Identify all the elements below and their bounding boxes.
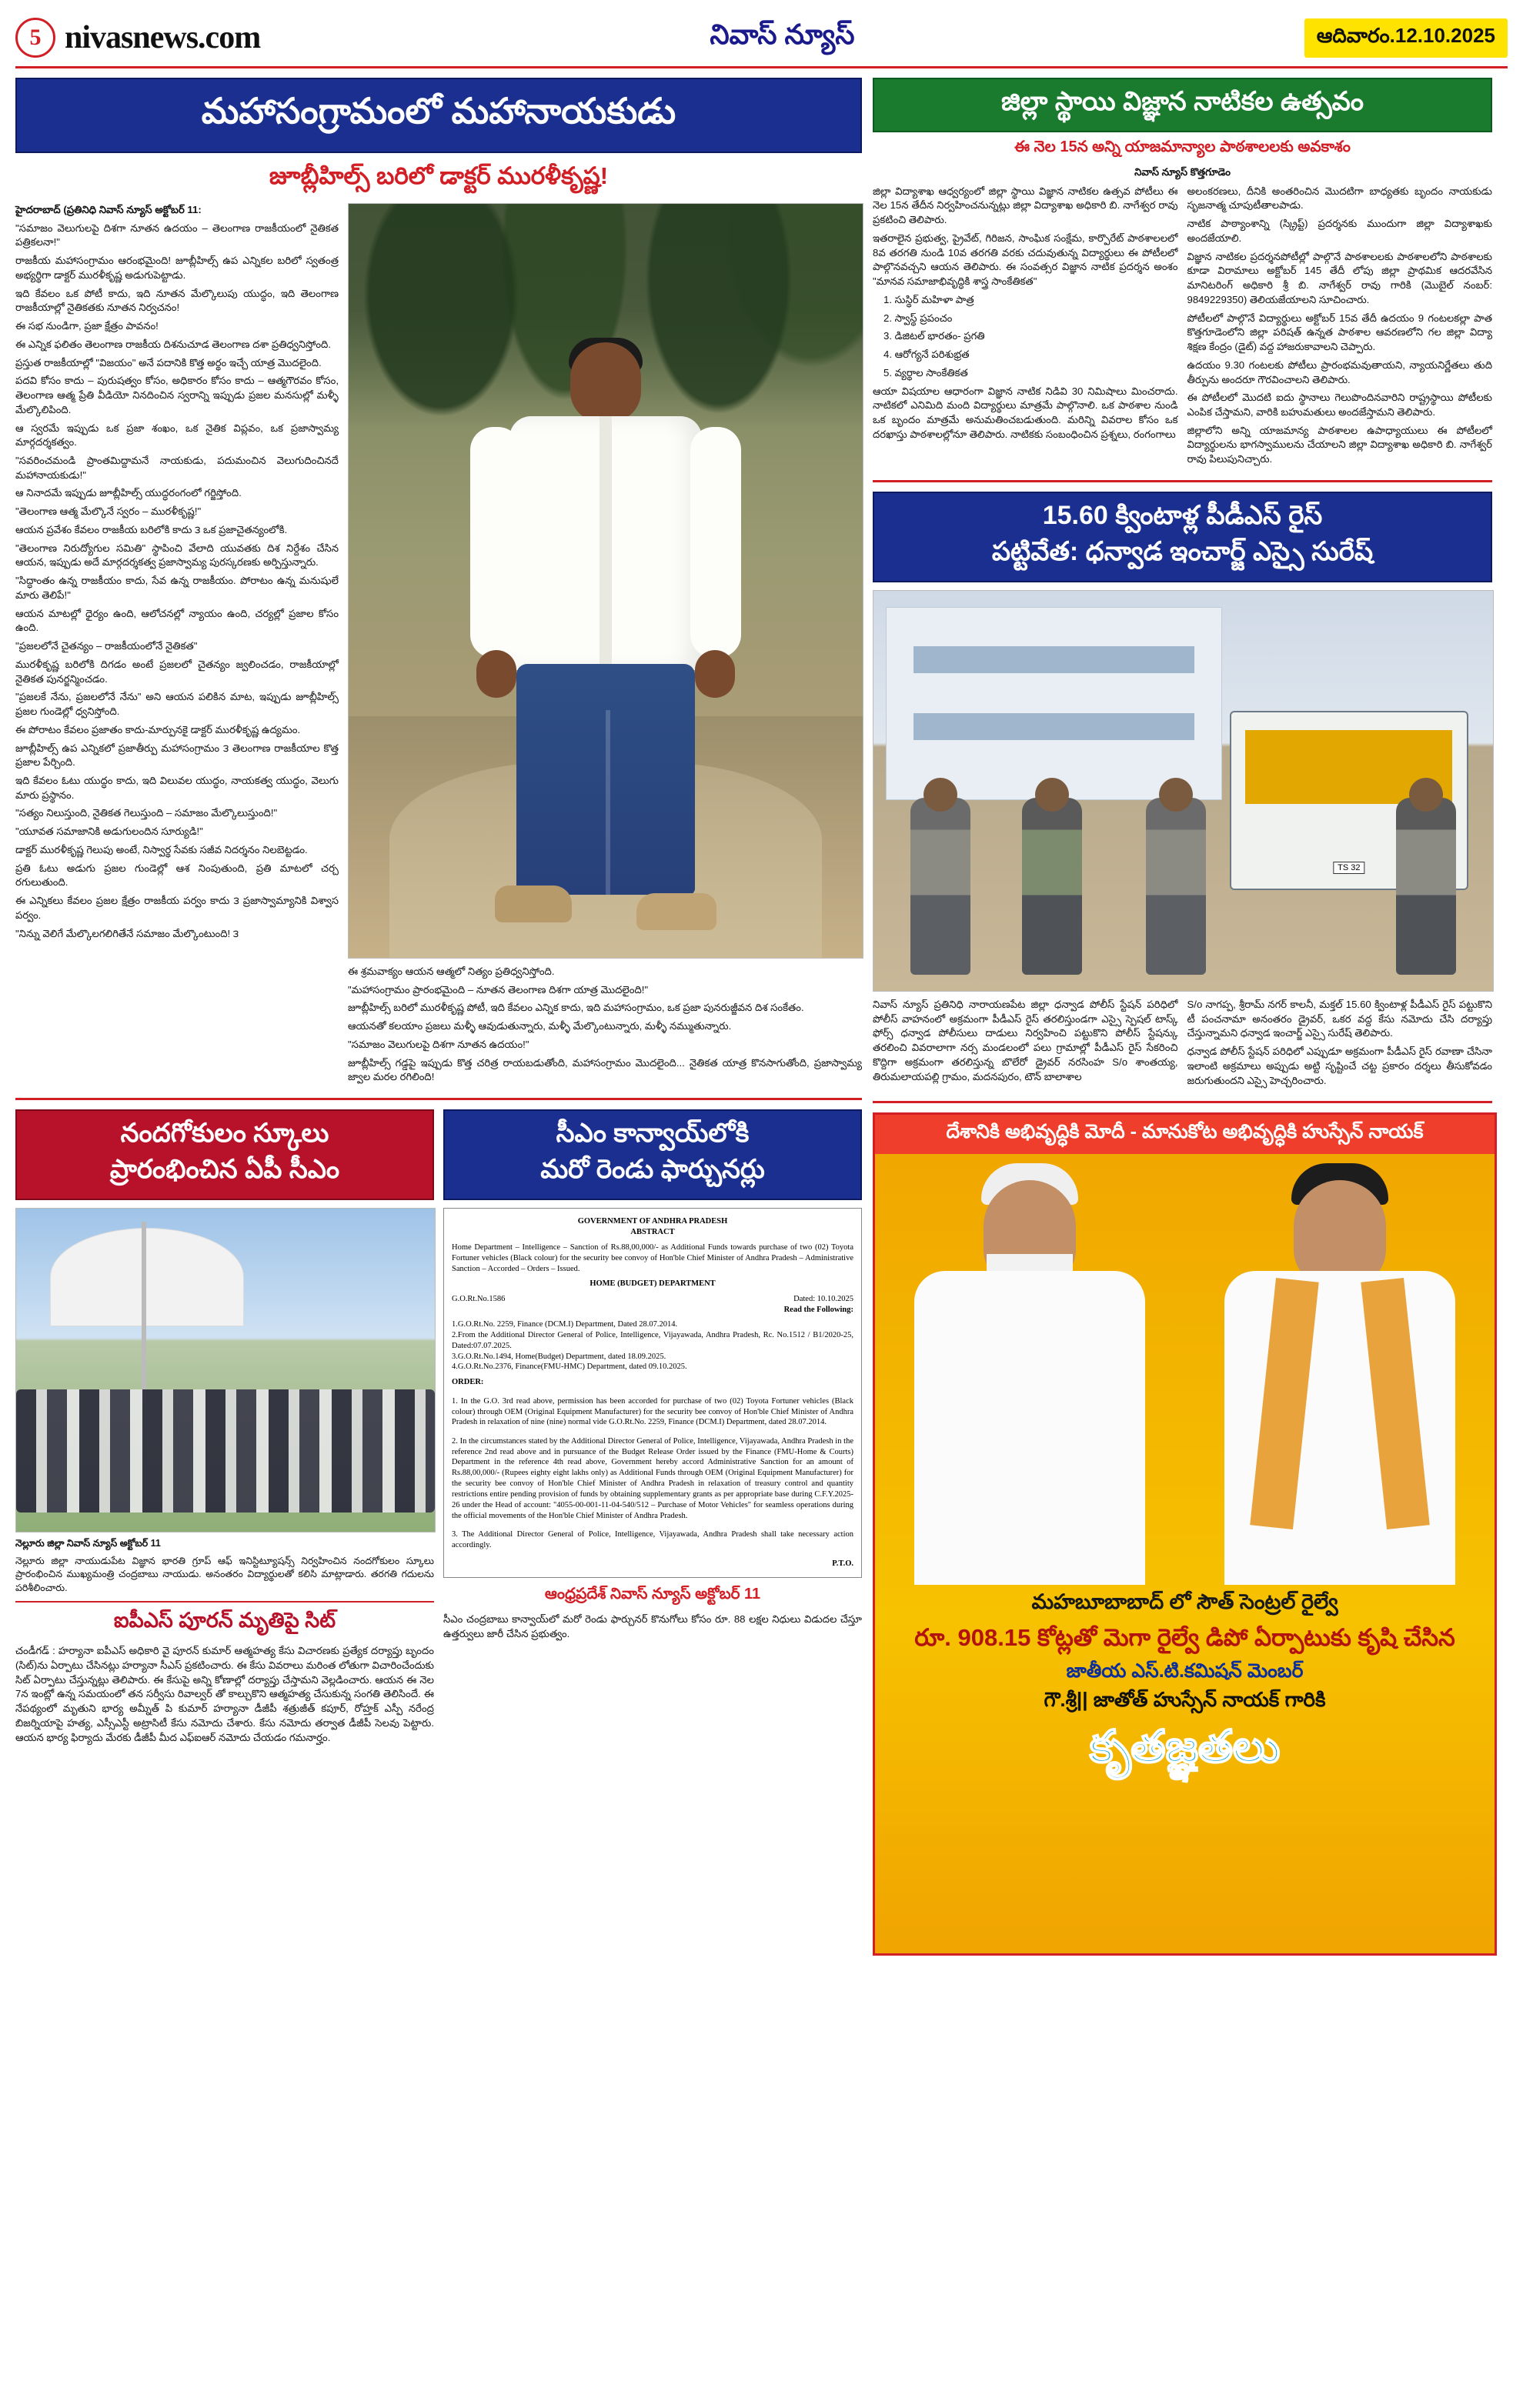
pds-headline-line1: 15.60 క్వింటాళ్ల పీడీఎస్ రైస్ [1042, 500, 1323, 530]
government-order-document [443, 1208, 862, 1578]
photo-police-officer [1146, 798, 1206, 975]
lead-p: ఆ నినాదమే ఇప్పుడు జూబ్లీహిల్స్ యుద్ధరంగంలో గర్జిస్తోంది. [15, 487, 242, 499]
ips-body-p: చండీగడ్ : హర్యానా ఐపీఎస్ అధికారి వై పూరన్ కుమార్ ఆత్మహత్య కేసు విచారణకు ప్రత్యేక దర్యాప్తు బృందం (సిట్)ను ఏర్పాటు చేసినట్లు హర్యానా సీఎస్ ప్రకటించారు. ఈ కేసు వివరాలు మరింత లోతుగా విచారించేందుకు సిట్ ఏర్పాటు చేస్తున్నట్లు తెలిపారు. ఈ కేసుపై అన్ని కోణాల్లో దర్యాప్తు చేస్తామని వెల్లడించారు. ఆయన ఈ నెల 7న ఇంట్లో ఉన్న సమయంలో తన సర్వీసు రివాల్వర్ తో కాల్చుకొని ఆత్మహత్య చేసుకున్న సంగతి తెలిసిందే. ఈ నేపథ్యంలో మృతుని భార్య అమ్నీత్ పి కుమార్ హర్యానా డీజీపీ శత్రుజీత్ కపూర్, రోహ్తక్ ఎస్పీ నరేంద్ర బిజర్నియాపై హత్య, ఎస్సీఎస్టీ అట్రాసిటీ కేసు నమోదు చేశారు. కేసు నమోదు తర్వాత డీజీపీ సెలవు పెట్టారు. ఆయన భార్య ఫిర్యాదు మేరకు డీజీపీ మీద ఎఫ్ఐఆర్ నమోదు చేయడం గమనార్హం. [15, 1645, 434, 1743]
gov-reference: 1.G.O.Rt.No. 2259, Finance (DCM.I) Department, Dated 28.07.2014. [452, 1320, 678, 1329]
lead-p: ఈ ఎన్నిక ఫలితం తెలంగాణ రాజకీయ దిశనుచూడ తెలంగాణ దశా ప్రతిధ్వనిస్తోంది. [15, 338, 331, 350]
ips-body [15, 1644, 434, 1745]
science-list-item: 4. ఆరోగ్యనే పరిశుభ్రత [883, 349, 970, 361]
masthead [15, 14, 1508, 68]
page-number-badge: 5 [15, 18, 55, 58]
science-p: జిల్లాలోని అన్ని యాజమాన్య పాఠశాలల ఉపాధ్యాయులు ఈ పోటీలలో విద్యార్థులను భాగస్వాములను చేయాలని జిల్లా విద్యాశాఖ అధికారి బి. నాగేశ్వర్ రావు పిలుపునిచ్చారు. [1187, 424, 1492, 465]
lead-p: "సవరించమండి ప్రాంతమిద్దామనే నాయకుడు, పదుమంచిన వెలుగుదించినదే మహానాయకుడు!" [15, 455, 339, 481]
ad-role-line: జాతీయ ఎస్.టి.కమిషన్ మెంబర్ [1066, 1659, 1304, 1682]
ad-top-line: దేశానికి అభివృద్ధికి మోదీ - మానుకోట అభివృద్ధికి హుస్సేన్ నాయక్ [875, 1115, 1495, 1154]
convoy-body [443, 1613, 862, 1641]
lead-photo [348, 203, 863, 959]
page-content [15, 78, 1508, 1956]
lead-tail-p: "మహాసంగ్రామం ప్రారంభమైంది – నూతన తెలంగాణ దిశగా యాత్ర మొదలైంది!" [348, 983, 649, 996]
lead-p: ఇది కేవలం ఒక పోటీ కాదు, ఇది నూతన మేల్కొలుపు యుద్ధం, ఇది తెలంగాణ రాజకీయాల్లో నైతికతకు నూతన నిర్వచనం! [15, 287, 339, 314]
school-body-p: నెల్లూరు జిల్లా నాయుడుపేట విజ్ఞాన భారతి గ్రూప్ ఆఫ్ ఇనిస్టిట్యూషన్స్ నిర్వహించిన నందగోకులం స్కూలు ప్రారంభించిన ముఖ్యమంత్రి చంద్రబాబు నాయుడు. అనంతరం విద్యార్థులతో కలిసి మాట్లాడారు. తరగతి గదులను పరిశీలించారు. [15, 1555, 434, 1593]
lead-p: "నిన్ను వెలిగే మేల్కొలగలిగితేనే సమాజం మేల్కొంటుంది! ౩ [15, 927, 239, 939]
lead-tail-p: ఆయనతో కలయాం ప్రజలు మళ్ళీ ఆవుడుతున్నారు, మళ్ళీ మేల్కొంటున్నారు, మళ్ళీ నమ్ముతున్నారు. [348, 1020, 732, 1032]
lead-p: "తెలంగాణ నిరుద్యోగుల సమితి" స్థాపించి వేలాది యువతకు దిశ నిర్దేశం చేసిన ఆయన, ఇప్పుడు అదే మార్గదర్శకత్వ ప్రజాస్వామ్య పురస్కరణకు అర్పిస్తున్నారు. [15, 542, 339, 569]
lead-p: జూబ్లీహిల్స్ ఉప ఎన్నికలో ప్రజాతీర్పు మహాసంగ్రామం ౩ తెలంగాణ రాజకీయాల కొత్త ప్రజాల పేర్చింది. [15, 742, 339, 769]
lead-p: ఈ ఎన్నికలు కేవలం ప్రజల క్షేత్రం రాజకీయ పర్వం కాదు ౩ ప్రజాస్వామ్యానికి విశ్వాస పర్వం. [15, 895, 339, 921]
school-photo [15, 1208, 436, 1533]
photo-crowd [16, 1389, 435, 1513]
science-p: పోటీలలో పాల్గొనే విద్యార్థులు అక్టోబర్ 15వ తేదీ ఉదయం 9 గంటలకల్లా పాత కొత్తగూడెంలోని జిల్లా పరిషత్ ఉన్నత పాఠశాల ఆవరణలోని గల జిల్లా విద్యా శిక్షణ కేంద్రం (డైట్) వద్ద హాజరుకావాలని చెప్పారు. [1187, 312, 1492, 353]
science-p: నాటిక పాఠ్యాంశాన్ని (స్క్రిప్ట్) ప్రదర్శనకు ముందుగా జిల్లా విద్యాశాఖకు అందజేయాలి. [1187, 218, 1492, 244]
photo-person-walking [475, 342, 736, 942]
lead-p: ఆ స్వరమే ఇప్పుడు ఒక ప్రజా శంఖం, ఒక నైతిక విప్లవం, ఒక ప్రజాస్వామ్య మార్గదర్శకత్వం. [15, 422, 339, 449]
gov-reference: 3.G.O.Rt.No.1494, Home(Budget) Department, dated 18.09.2025. [452, 1352, 666, 1361]
pds-headline [873, 492, 1492, 582]
lead-dateline: హైదరాబాద్ (ప్రతినిధి నివాస్ న్యూస్ అక్టోబర్ 11: [15, 204, 202, 215]
science-list-item: 5. వ్యర్థాల సాంకేతికత [883, 366, 968, 379]
lead-p: "తెలంగాణ ఆత్మ మేల్కొనే స్వరం – మురళీకృష్ణ!" [15, 505, 202, 518]
pds-headline-line2: పట్టివేత: ధన్వాడ ఇంచార్జ్ ఎస్సై సురేష్ [991, 536, 1374, 566]
lead-body-1 [15, 203, 339, 941]
gov-go-number: G.O.Rt.No.1586 [452, 1295, 506, 1304]
gov-order-para: 1. In the G.O. 3rd read above, permission has been accorded for purchase of two (02) Toyota Fortuner vehicles (Black colour) through OEM (Original Equipment Manufacturer) for the security bee convoy of Hon'ble Chief Minister of Andhra Pradesh in relaxation of nine (nine) normal vide G.O.Rt.No. 2259, Finance (DCM.I) Department, dated 28.07.2014. [452, 1396, 853, 1427]
photo-number-plate: TS 32 [1333, 862, 1364, 874]
convoy-headline-line2: మరో రెండు ఫార్చునర్లు [540, 1155, 765, 1185]
science-p: అలంకరణలు, దీనికి అంతరించిన మొదటిగా బాధ్యతకు బృందం నాయకుడు సృజనాత్మ చూపుటీతాలపాడు. [1187, 185, 1492, 212]
pds-caption-col-1 [873, 998, 1178, 1092]
lead-p: ప్రతి ఓటు అడుగు ప్రజల గుండెల్లో ఆశ నింపుతుంది, ప్రతి మాటలో చర్చ రగులుతుంది. [15, 862, 339, 889]
gov-reference: 4.G.O.Rt.No.2376, Finance(FMU-HMC) Department, dated 09.10.2025. [452, 1362, 687, 1372]
person-shoe-left [495, 885, 572, 922]
political-advertisement [873, 1112, 1497, 1956]
lead-p: ఆయన ప్రవేశం కేవలం రాజకీయ బరిలోకి కాదు ౩ ఒక ప్రజాచైతన్యంలోకి. [15, 523, 288, 535]
lead-p: "సిద్ధాంతం ఉన్న రాజకీయం కాదు, సేవ ఉన్న రాజకీయం. పోరాటం ఉన్న మనుషులే మారు తెలిపే!" [15, 575, 339, 601]
person-hand-right [695, 650, 735, 698]
science-p: ఆయా విషయాల ఆధారంగా విజ్ఞాన నాటిక నిడివి 30 నిమిషాలు మించరాదు. నాటికలో ఎనిమిది మంది విద్యార్థులు మాత్రమే పాల్గొనాలి. ఒక పాఠశాల నుండి ఒక బృందం మాత్రమే అనుమతించబడుతుంది. మరిన్ని వివరాల కోసం ఒక దరఖాస్తు పాఠశాలల్లోనూ తెలిపారు. నాటికకు సంబంధించిన ప్రశ్నలు, రంగంగాలు [873, 385, 1178, 440]
pds-caption [873, 998, 1492, 1092]
lead-p: "యూవత సమాజానికి అడుగులందిన సూర్యుడి!" [15, 825, 203, 838]
lead-p: "ప్రజలకే నేను, ప్రజలలోనే నేను" అని ఆయన పలికిన మాట, ఇప్పుడు జూబ్లీహిల్స్ ప్రజల గుండెల్లో ధ్వనిస్తోంది. [15, 691, 339, 718]
lead-tail-p: జూబ్లీహిల్స్ బరిలో మురళీకృష్ణ పోటీ, ఇది కేవలం ఎన్నిక కాదు, ఇది మహాసంగ్రామం, ఒక ప్రజా పునరుజ్జీవన దిశ సంకేతం. [348, 1002, 804, 1014]
lead-p: పదవి కోసం కాదు – పురుషత్వం కోసం, అధికారం కోసం కాదు – ఆత్మగౌరవం కోసం, తెలంగాణ ఆత్మ ప్రేతి వీడియో నినదించిన స్వరాన్ని ఇప్పుడు ప్రజల మనసుల్లో మళ్ళీ మేల్కొలిపింది. [15, 375, 339, 415]
right-column [873, 78, 1492, 1956]
lead-p: రాజకీయ మహాసంగ్రామం ఆరంభమైంది! జూబ్లీహిల్స్ ఉప ఎన్నికల బరిలో స్వతంత్ర అభ్యర్థిగా డాక్టర్ మురళీకృష్ణ అడుగుపెట్టాడు. [15, 255, 339, 281]
ad-amount-line: రూ. 908.15 కోట్లతో మెగా రైల్వే డిపో ఏర్పాటుకు కృషి చేసిన [914, 1624, 1455, 1652]
person-scarf [1263, 1279, 1417, 1528]
gov-heading: GOVERNMENT OF ANDHRA PRADESH [577, 1217, 728, 1226]
gov-subheading: ABSTRACT [630, 1228, 675, 1236]
school-caption [15, 1537, 434, 1595]
pds-p: S/o నాగప్ప, శ్రీరామ్ నగర్ కాలనీ, మక్తల్ 15.60 క్వింటాళ్ల పీడీఎస్ రైస్ పట్టుకొని టీ పంచనామా అనంతరం డ్రైవర్, ఒకర వద్ద కేసు నమోదు చేసి దర్యాప్తు చేస్తున్నామని ధన్వాడ ఇంచార్జ్ ఎస్సై సురేష్ తెలిపారు. [1187, 998, 1492, 1039]
science-p: ఈ పోటీలలో మొదటి ఐదు స్థానాలు గెలుపొందినవారిని రాష్ట్రస్థాయి పోటీలకు ఎంపిక చేస్తామని, వారికి బహుమతులు అందజేస్తామని తెలిపారు. [1187, 392, 1492, 419]
cm-convoy-story [443, 1109, 862, 1749]
lead-top-block [15, 203, 862, 1089]
convoy-dateline: ఆంధ్రప్రదేశ్ నివాస్ న్యూస్ అక్టోబర్ 11 [544, 1586, 761, 1603]
science-headline: జిల్లా స్థాయి విజ్ఞాన నాటికల ఉత్సవం [873, 78, 1492, 132]
science-p: ఇతరాలైన ప్రభుత్వ, ప్రైవేట్, గిరిజన, సాంఘిక సంక్షేమ, కార్పొరేట్ పాఠశాలలలో 8వ తరగతి నుండి 10వ తరగతి వరకు చదువుతున్న విద్యార్థులు ఈ పోటీలలో పాల్గొనవచ్చని ఆయన తెలిపారు. ఈ సంవత్సర విజ్ఞాన నాటిక ప్రదర్శన అంశం "మానవ సమాజాభివృద్ధికి శాస్త్ర సాంకేతికత" [873, 232, 1178, 288]
science-col-1 [873, 185, 1178, 471]
gov-order-para: 3. The Additional Director General of Police, Intelligence, Vijayawada, Andhra Pradesh shall take necessary action accordingly. [452, 1530, 853, 1549]
photo-flagpole [142, 1222, 146, 1402]
pds-caption-col-2 [1187, 998, 1493, 1092]
lead-p: "సమాజం వెలుగులపై దిశగా నూతన ఉదయం – తెలంగాణ రాజకీయంలో నైతికత పత్రికలనా!" [15, 222, 339, 248]
science-p: విజ్ఞాన నాటికల ప్రదర్శనపోటీల్లో పాల్గొనే పాఠశాలలకు పాఠశాలలోని పాఠశాలకు కూడా విరామాలు అక్టోబర్ 145 తేదీ లోపు జిల్లా ప్రాథమిక ఆదరవేసిన మానిటరింగ్ అధికారి శ్రీ బి. నాగేశ్వర్ రావు గారికి (మొబైల్ నంబర్: 9849229350) తెలియజేయాలని సూచించారు. [1187, 250, 1492, 305]
convoy-headline [443, 1109, 862, 1200]
photo-police-officer [910, 798, 970, 975]
gov-abstract: Home Department – Intelligence – Sanction of Rs.88,00,000/- as Additional Funds towards purchase of two (02) Toyota Fortuner vehicles (Black colour) for the security bee convoy of Hon'ble Chief Minister of Andhra Pradesh – Administrative Sanction – Accorded – Orders – Issued. [452, 1242, 853, 1273]
science-subhead: ఈ నెల 15న అన్ని యాజమాన్యాల పాఠశాలలకు అవకాశం [1014, 138, 1351, 155]
science-list-item: 3. డిజిటల్ భారతం- ప్రగతి [883, 330, 985, 342]
photo-building [886, 607, 1222, 801]
ad-name-line: గౌ.శ్రీ|| జాతోత్ హుస్సేన్ నాయక్ గారికి [1044, 1688, 1326, 1712]
site-title[interactable]: nivasnews.com [65, 20, 261, 55]
pds-photo [873, 590, 1494, 992]
ad-line-1: మహబూబాబాద్ లో సౌత్ సెంట్రల్ రైల్వే [1031, 1590, 1338, 1614]
pds-p: నివాస్ న్యూస్ ప్రతినిధి నారాయణపేట జిల్లా ధన్వాడ పోలీస్ స్టేషన్ పరిధిలో పోలీస్ వాహనంలో అక్రమంగా పీడీఎస్ రైస్ తరలిస్తుండగా ఎస్సై స్పెషల్ టాస్క్ ఫోర్స్ ధన్వాడ పోలీసులు దాడులు నిర్వహించి పట్టుకొని పోలీస్ స్టేషన్కు తరలించి వివరాలాగా నర్స మండలంలో పలు గ్రామాల్లో పీడీఎస్ రైస్ సేకరించి కొద్దిగా అక్రమంగా తరలిస్తున్న బొలేరో డ్రైవర్ నరసింహ S/o శాంతయ్య, తిరుమలాయపల్లి గ్రామం, మదనపురం, టౌన్ బాలాశాల [873, 998, 1178, 1082]
divider [15, 1098, 862, 1100]
lead-tail-p: "సమాజం వెలుగులపై దిశగా నూతన ఉదయం!" [348, 1038, 529, 1050]
ad-person-modi [887, 1172, 1172, 1586]
lead-p: "ప్రజలలోనే చైతన్యం – రాజకీయంలోనే నైతికత" [15, 640, 198, 652]
ad-photos [875, 1154, 1495, 1585]
lead-p: "సత్యం నిలుస్తుంది, నైతికత గెలుస్తుంది – సమాజం మేల్కొలుస్తుంది!" [15, 807, 278, 819]
person-arm-left [470, 427, 521, 658]
pds-p: ధన్వాడ పోలీస్ స్టేషన్ పరిధిలో ఎప్పుడూ అక్రమంగా పీడీఎస్ రైస్ రవాణా చేసినా ఇలాంటి అక్రమాలు అప్పుడు అట్టి సృష్టించే చట్ట ప్రకారం దర్శలు తీసుకోవడం జరుగుతుందని ఎస్సై హెచ్చరించారు. [1187, 1046, 1492, 1086]
lead-p: ఆయన మాటల్లో ధైర్యం ఉంది, ఆలోచనల్లో న్యాయం ఉంది, చర్యల్లో ప్రజాల కోసం ఉంది. [15, 607, 339, 634]
person-head [570, 342, 641, 422]
photo-police-officer [1022, 798, 1082, 975]
school-headline [15, 1109, 434, 1200]
convoy-body-p: సీఎం చంద్రబాబు కాన్వాయ్‌లో మరో రెండు ఫార్చునర్ కొనుగోలు కోసం రూ. 88 లక్షల నిధులు విడుదల చేస్తూ ఉత్తర్వులు జారీ చేసిన ప్రభుత్వం. [443, 1613, 862, 1639]
issue-date: ఆదివారం.12.10.2025 [1304, 18, 1508, 58]
divider [873, 1101, 1492, 1103]
school-story [15, 1109, 434, 1749]
gov-order-label: ORDER: [452, 1378, 484, 1387]
school-dateline: నెల్లూరు జిల్లా నివాస్ న్యూస్ అక్టోబర్ 11 [15, 1538, 161, 1549]
school-headline-line2: ప్రారంభించిన ఏపీ సీఎం [109, 1155, 340, 1185]
science-col-2 [1187, 185, 1493, 471]
convoy-headline-line1: సీఎం కాన్వాయ్‌లోకి [556, 1119, 750, 1149]
lead-tail-p: ఈ శ్రమవాక్యం ఆయన ఆత్మలో నిత్యం ప్రతిధ్వనిస్తోంది. [348, 966, 555, 977]
gov-dated: Dated: 10.10.2025 [793, 1295, 853, 1304]
science-p: జిల్లా విద్యాశాఖ ఆధ్వర్యంలో జిల్లా స్థాయి విజ్ఞాన నాటికల ఉత్సవ పోటీలు ఈ నెల 15న తేదీన నిర్వహించనున్నట్లు జిల్లా విద్యాశాఖ అధికారి బి. నాగేశ్వర రావు ప్రకటించి తెలిపారు. [873, 185, 1178, 226]
lead-p: డాక్టర్ మురళీకృష్ణ గెలుపు అంటే, నిస్వార్థ సేవకు సజీవ నిదర్శనం నిలబెట్టడం. [15, 843, 308, 855]
ad-person-leader [1197, 1172, 1482, 1586]
science-dateline: నివాస్ న్యూస్ కొత్తగూడెం [1134, 166, 1231, 178]
lead-photo-col [348, 203, 862, 1089]
gov-pto: P.T.O. [832, 1559, 853, 1569]
photo-police-officer [1396, 798, 1456, 975]
science-p: ఉదయం 9.30 గంటలకు పోటీలు ప్రారంభమవుతాయని, న్యాయనిర్ణేతలు తుది తీర్పును అందరూ గౌరవించాలని తెలిపారు. [1187, 359, 1492, 385]
paper-name: నివాస్ న్యూస్ [710, 18, 855, 50]
gov-department: HOME (BUDGET) DEPARTMENT [589, 1279, 716, 1289]
gov-read-label: Read the Following: [783, 1306, 853, 1315]
masthead-left [15, 18, 260, 58]
left-bottom-block [15, 1109, 862, 1749]
person-shirt [509, 416, 702, 670]
lead-text-col1 [15, 203, 339, 1089]
lead-subhead: జూబ్లీహిల్స్ బరిలో డాక్టర్ మురళీకృష్ణ! [269, 162, 609, 189]
lead-p: ఈ పోరాటం కేవలం ప్రజాతం కాదు-మార్పునకై డాక్టర్ మురళీకృష్ణ ఉద్యమం. [15, 723, 301, 735]
divider [873, 480, 1492, 482]
science-body [873, 185, 1492, 471]
science-list-item: 1. సుస్థిర్ మహిళా పాత్ర [883, 293, 974, 305]
ips-headline: ఐపీఎస్ పూరన్ మృతిపై సిట్ [113, 1609, 336, 1633]
gov-order-para: 2. In the circumstances stated by the Additional Director General of Police, Intelligence, Vijayawada, Andhra Pradesh in the reference 2nd read above and in pursuance of the Budget Release Order issued by the Finance (FMU-Home & Courts) Department in the reference 4th read above, Government hereby accord Administrative Sanction for an amount of Rs.88,00,000/- (Rupees eighty eight lakhs only) as Additional Funds through OEM (Original Equipment Manufacturer) for the security bee convoy of Hon'ble Chief Minister of Andhra Pradesh in relaxation of treasury control and quantity restrictions entire pending provision of funds by obtaining supplementary grants as per appropriate base during C.F.Y.2025-26 under the Head of account: "4055-00-001-11-04-540/512 – Purchase of Motor Vehicles" for seamless operations during the official movements of the Hon'ble Chief Minister of Andhra Pradesh. [452, 1436, 853, 1520]
person-arm-right [690, 427, 741, 658]
person-kurta [914, 1271, 1145, 1586]
person-jeans [516, 664, 695, 895]
lead-p: ఈ సభ నుండిగా, ప్రజా క్షేత్రం పావనం! [15, 320, 159, 332]
ad-thanks-line: కృతజ్ఞతలు [1089, 1722, 1281, 1773]
lead-p: ప్రస్తుత రాజకీయాల్లో "విజయం" అనే పదానికి కొత్త అర్థం ఇచ్చే యాత్ర మొదలైంది. [15, 356, 322, 369]
lead-headline: మహాసంగ్రామంలో మహానాయకుడు [15, 78, 862, 153]
person-hand-left [476, 650, 516, 698]
left-column [15, 78, 862, 1956]
school-headline-line1: నందగోకులం స్కూలు [120, 1119, 329, 1149]
lead-tail-p: జూబ్లీహిల్స్ గడ్డపై ఇప్పుడు కొత్త చరిత్ర రాయబడుతోంది, మహాసంగ్రామం మొదలైంది... నైతికత యాత్ర కొనసాగుతోంది, ప్రజాస్వామ్య జ్వాల మరల రగిలింది! [348, 1056, 862, 1083]
photo-canopy [50, 1228, 244, 1326]
person-shoe-right [636, 893, 716, 930]
divider [15, 1601, 434, 1603]
lead-p: ఇది కేవలం ఓటు యుద్ధం కాదు, ఇది విలువల యుద్ధం, నాయకత్వ యుద్ధం, వెలుగు మారు ప్రస్థానం. [15, 774, 339, 801]
science-list-item: 2. స్వాస్థ్ ప్రపంచం [883, 312, 953, 324]
lead-body-2 [348, 965, 862, 1085]
gov-reference: 2.From the Additional Director General of Police, Intelligence, Vijayawada, Andhra Pradesh, Rc. No.1512 / B1/2020-25, Dated:07.07.2025. [452, 1330, 853, 1350]
lead-p: మురళీకృష్ణ బరిలోకి దిగడం అంటే ప్రజలలో చైతన్యం జ్వలించడం, రాజకీయాల్లో నైతికత పునర్జన్మించడం. [15, 658, 339, 685]
